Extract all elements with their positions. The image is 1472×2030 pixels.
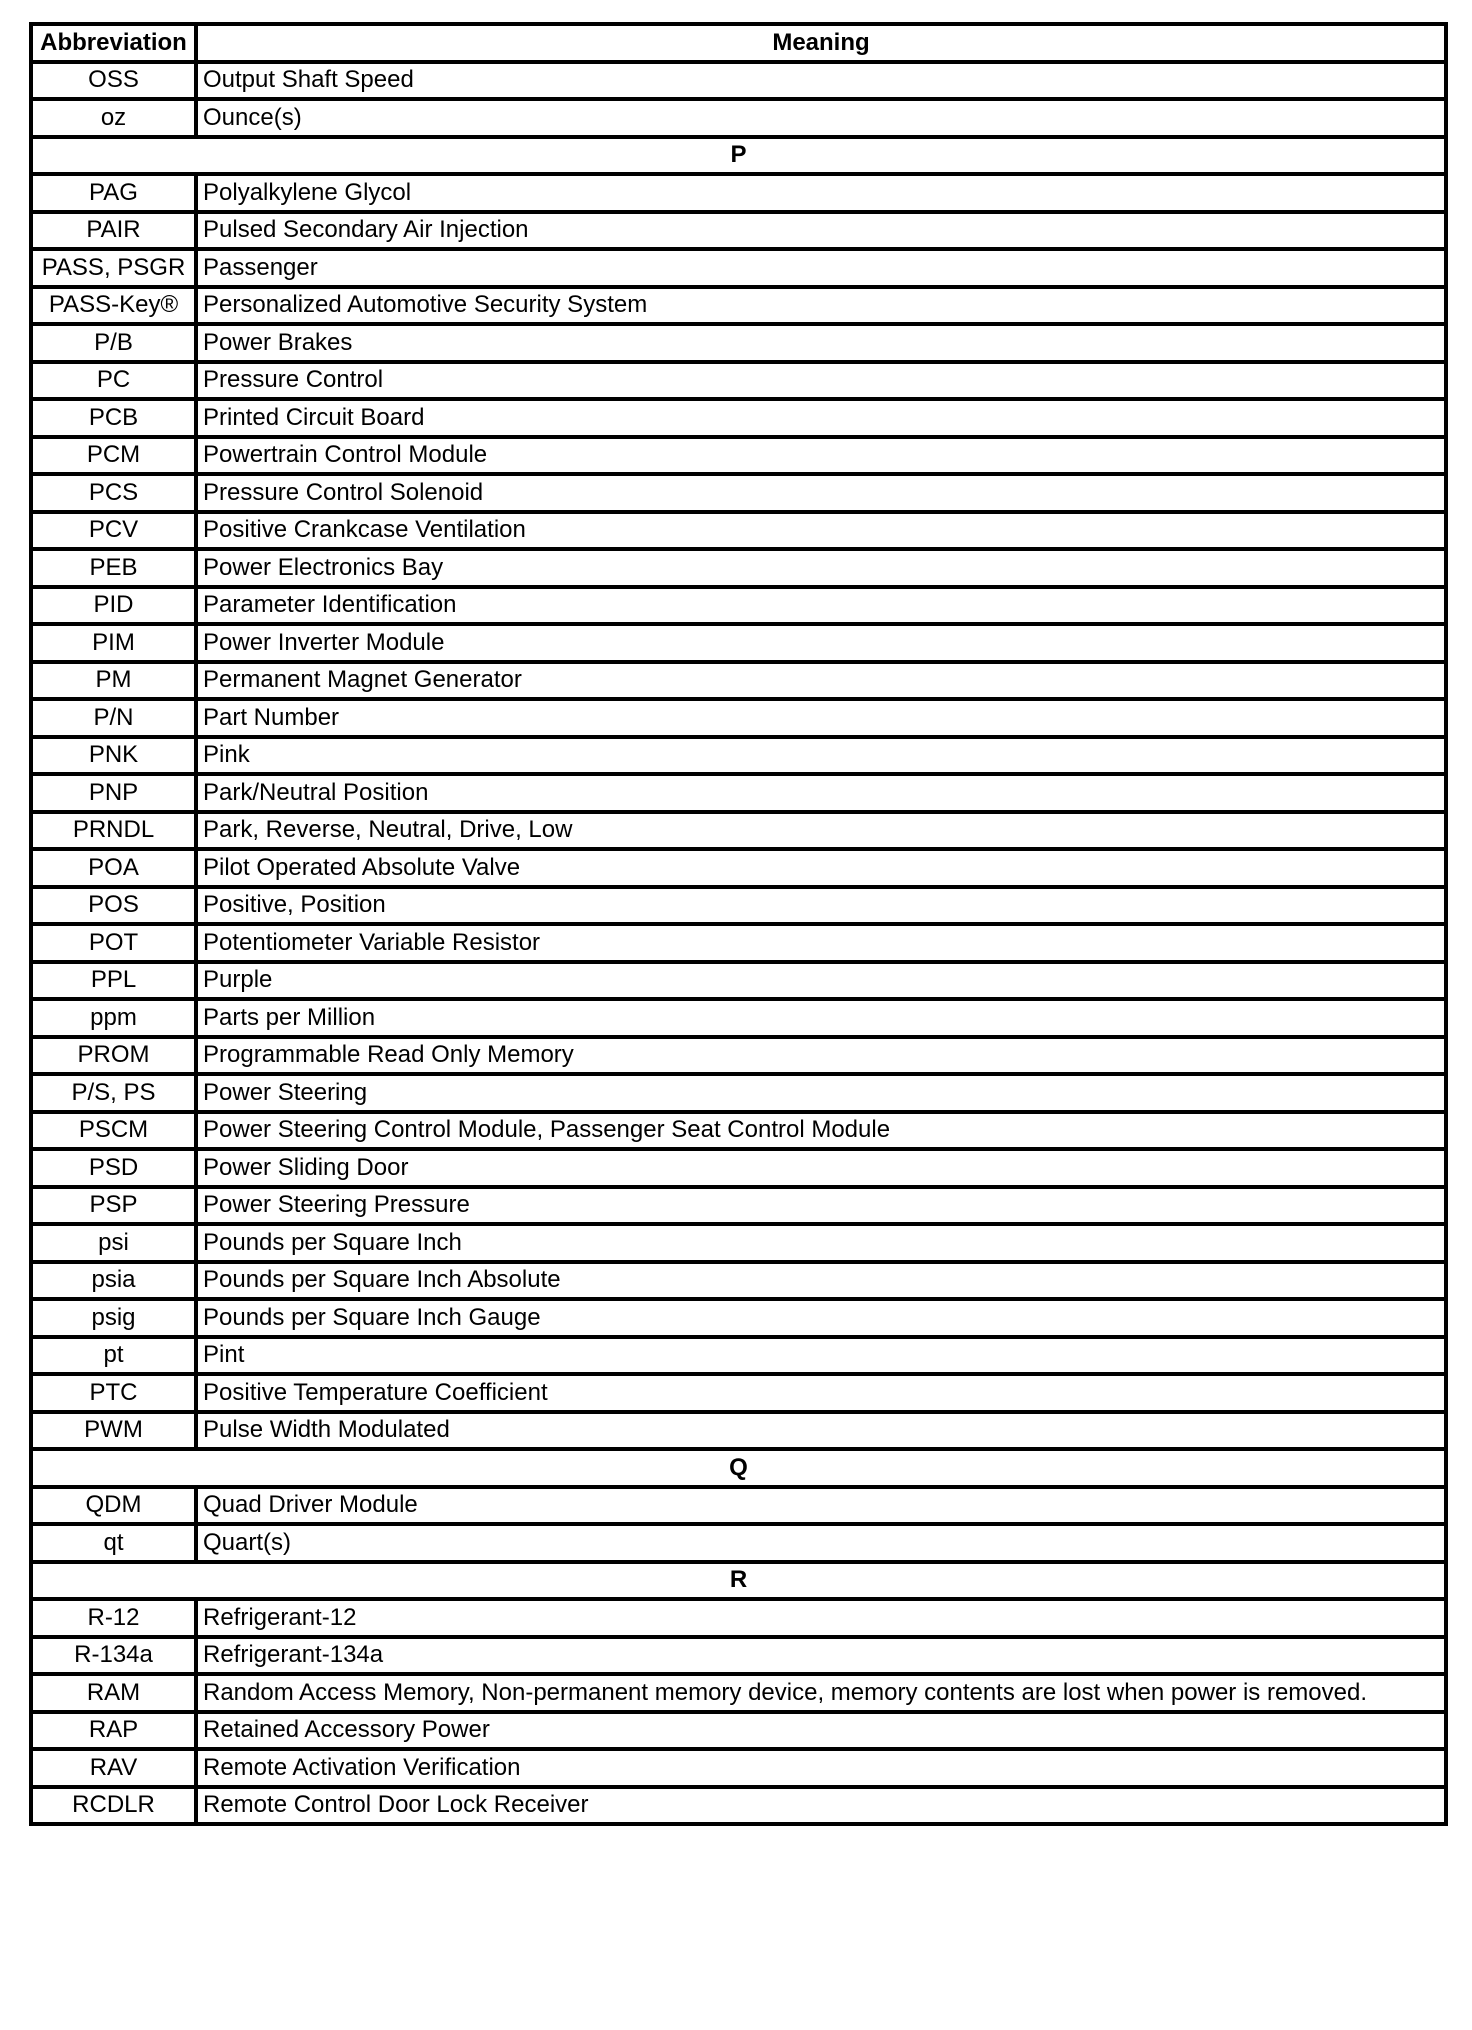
table-row xyxy=(31,512,1446,550)
abbreviation-cell: PM xyxy=(31,662,196,700)
table-row xyxy=(31,1262,1446,1300)
table-row xyxy=(31,212,1446,250)
abbreviation-cell: PTC xyxy=(31,1374,196,1412)
abbreviation-cell: PAG xyxy=(31,174,196,212)
table-row xyxy=(31,62,1446,100)
meaning-cell: Potentiometer Variable Resistor xyxy=(196,924,1446,962)
abbreviation-cell: psig xyxy=(31,1299,196,1337)
abbreviation-cell: PSCM xyxy=(31,1112,196,1150)
meaning-cell: Permanent Magnet Generator xyxy=(196,662,1446,700)
section-letter: P xyxy=(31,137,1446,175)
table-row xyxy=(31,1224,1446,1262)
abbreviation-cell: PID xyxy=(31,587,196,625)
meaning-cell: Positive Temperature Coefficient xyxy=(196,1374,1446,1412)
meaning-cell: Refrigerant-12 xyxy=(196,1599,1446,1637)
meaning-cell: Power Brakes xyxy=(196,324,1446,362)
section-letter: Q xyxy=(31,1449,1446,1487)
abbreviation-cell: ppm xyxy=(31,999,196,1037)
meaning-cell: Pink xyxy=(196,737,1446,775)
table-row xyxy=(31,887,1446,925)
table-row xyxy=(31,1712,1446,1750)
header-row xyxy=(31,24,1446,62)
table-row xyxy=(31,774,1446,812)
header-meaning: Meaning xyxy=(196,24,1446,62)
abbreviation-cell: PASS-Key® xyxy=(31,287,196,325)
meaning-cell: Parameter Identification xyxy=(196,587,1446,625)
abbreviation-cell: PCS xyxy=(31,474,196,512)
table-row xyxy=(31,324,1446,362)
table-row xyxy=(31,1637,1446,1675)
table-row xyxy=(31,1074,1446,1112)
meaning-cell: Power Electronics Bay xyxy=(196,549,1446,587)
table-row xyxy=(31,924,1446,962)
abbreviation-cell: PASS, PSGR xyxy=(31,249,196,287)
abbreviation-cell: R-12 xyxy=(31,1599,196,1637)
meaning-cell: Quart(s) xyxy=(196,1524,1446,1562)
abbreviation-cell: PWM xyxy=(31,1412,196,1450)
meaning-cell: Polyalkylene Glycol xyxy=(196,174,1446,212)
meaning-cell: Purple xyxy=(196,962,1446,1000)
meaning-cell: Personalized Automotive Security System xyxy=(196,287,1446,325)
abbreviation-cell: RAM xyxy=(31,1674,196,1712)
table-row xyxy=(31,624,1446,662)
meaning-cell: Pulsed Secondary Air Injection xyxy=(196,212,1446,250)
table-row xyxy=(31,1037,1446,1075)
meaning-cell: Power Inverter Module xyxy=(196,624,1446,662)
meaning-cell: Pounds per Square Inch Gauge xyxy=(196,1299,1446,1337)
table-body xyxy=(31,62,1446,1825)
table-row xyxy=(31,1487,1446,1525)
meaning-cell: Remote Control Door Lock Receiver xyxy=(196,1787,1446,1825)
table-row xyxy=(31,549,1446,587)
meaning-cell: Pressure Control xyxy=(196,362,1446,400)
abbreviation-cell: PAIR xyxy=(31,212,196,250)
table-row xyxy=(31,1749,1446,1787)
table-row xyxy=(31,1787,1446,1825)
meaning-cell: Pounds per Square Inch Absolute xyxy=(196,1262,1446,1300)
meaning-cell: Retained Accessory Power xyxy=(196,1712,1446,1750)
meaning-cell: Positive, Position xyxy=(196,887,1446,925)
abbreviation-cell: PRNDL xyxy=(31,812,196,850)
table-row xyxy=(31,437,1446,475)
meaning-cell: Power Sliding Door xyxy=(196,1149,1446,1187)
section-row xyxy=(31,1562,1446,1600)
abbreviation-cell: PCB xyxy=(31,399,196,437)
abbreviation-cell: R-134a xyxy=(31,1637,196,1675)
abbreviation-cell: PNK xyxy=(31,737,196,775)
abbreviation-cell: oz xyxy=(31,99,196,137)
abbreviation-cell: PEB xyxy=(31,549,196,587)
section-row xyxy=(31,137,1446,175)
meaning-cell: Positive Crankcase Ventilation xyxy=(196,512,1446,550)
meaning-cell: Pilot Operated Absolute Valve xyxy=(196,849,1446,887)
meaning-cell: Ounce(s) xyxy=(196,99,1446,137)
table-row xyxy=(31,1599,1446,1637)
table-row xyxy=(31,362,1446,400)
meaning-cell: Power Steering Control Module, Passenger Seat Control Module xyxy=(196,1112,1446,1150)
abbreviation-cell: POS xyxy=(31,887,196,925)
section-row xyxy=(31,1449,1446,1487)
meaning-cell: Printed Circuit Board xyxy=(196,399,1446,437)
meaning-cell: Remote Activation Verification xyxy=(196,1749,1446,1787)
abbreviation-cell: PSP xyxy=(31,1187,196,1225)
meaning-cell: Pounds per Square Inch xyxy=(196,1224,1446,1262)
meaning-cell: Output Shaft Speed xyxy=(196,62,1446,100)
table-row xyxy=(31,587,1446,625)
meaning-cell: Parts per Million xyxy=(196,999,1446,1037)
abbreviation-cell: pt xyxy=(31,1337,196,1375)
header-abbreviation: Abbreviation xyxy=(31,24,196,62)
table-row xyxy=(31,1524,1446,1562)
meaning-cell: Power Steering Pressure xyxy=(196,1187,1446,1225)
table-row xyxy=(31,999,1446,1037)
abbreviation-table xyxy=(29,22,1448,1826)
abbreviation-cell: P/N xyxy=(31,699,196,737)
abbreviation-cell: PROM xyxy=(31,1037,196,1075)
meaning-cell: Park/Neutral Position xyxy=(196,774,1446,812)
abbreviation-cell: psi xyxy=(31,1224,196,1262)
meaning-cell: Quad Driver Module xyxy=(196,1487,1446,1525)
table-row xyxy=(31,662,1446,700)
abbreviation-cell: P/B xyxy=(31,324,196,362)
table-row xyxy=(31,399,1446,437)
table-row xyxy=(31,249,1446,287)
table-row xyxy=(31,737,1446,775)
table-row xyxy=(31,174,1446,212)
meaning-cell: Pressure Control Solenoid xyxy=(196,474,1446,512)
table-row xyxy=(31,1149,1446,1187)
meaning-cell: Refrigerant-134a xyxy=(196,1637,1446,1675)
meaning-cell: Part Number xyxy=(196,699,1446,737)
table-row xyxy=(31,1412,1446,1450)
meaning-cell: Pulse Width Modulated xyxy=(196,1412,1446,1450)
abbreviation-cell: QDM xyxy=(31,1487,196,1525)
meaning-cell: Park, Reverse, Neutral, Drive, Low xyxy=(196,812,1446,850)
table-row xyxy=(31,287,1446,325)
abbreviation-cell: PIM xyxy=(31,624,196,662)
section-letter: R xyxy=(31,1562,1446,1600)
abbreviation-cell: PPL xyxy=(31,962,196,1000)
abbreviation-cell: PCM xyxy=(31,437,196,475)
table-row xyxy=(31,1337,1446,1375)
table-row xyxy=(31,1374,1446,1412)
abbreviation-cell: OSS xyxy=(31,62,196,100)
table-row xyxy=(31,1674,1446,1712)
abbreviation-cell: RAP xyxy=(31,1712,196,1750)
table-row xyxy=(31,1299,1446,1337)
meaning-cell: Pint xyxy=(196,1337,1446,1375)
abbreviation-cell: POT xyxy=(31,924,196,962)
table-row xyxy=(31,474,1446,512)
abbreviation-cell: P/S, PS xyxy=(31,1074,196,1112)
table-row xyxy=(31,962,1446,1000)
table-row xyxy=(31,99,1446,137)
meaning-cell: Powertrain Control Module xyxy=(196,437,1446,475)
table-row xyxy=(31,699,1446,737)
abbreviation-cell: PNP xyxy=(31,774,196,812)
abbreviation-cell: qt xyxy=(31,1524,196,1562)
table-row xyxy=(31,849,1446,887)
abbreviation-cell: POA xyxy=(31,849,196,887)
meaning-cell: Random Access Memory, Non-permanent memory device, memory contents are lost when power is removed. xyxy=(196,1674,1446,1712)
abbreviation-cell: psia xyxy=(31,1262,196,1300)
abbreviation-cell: RAV xyxy=(31,1749,196,1787)
abbreviation-cell: PCV xyxy=(31,512,196,550)
abbreviation-cell: PSD xyxy=(31,1149,196,1187)
table-row xyxy=(31,812,1446,850)
table-row xyxy=(31,1187,1446,1225)
meaning-cell: Passenger xyxy=(196,249,1446,287)
table-row xyxy=(31,1112,1446,1150)
abbreviation-cell: RCDLR xyxy=(31,1787,196,1825)
meaning-cell: Power Steering xyxy=(196,1074,1446,1112)
meaning-cell: Programmable Read Only Memory xyxy=(196,1037,1446,1075)
abbreviation-cell: PC xyxy=(31,362,196,400)
